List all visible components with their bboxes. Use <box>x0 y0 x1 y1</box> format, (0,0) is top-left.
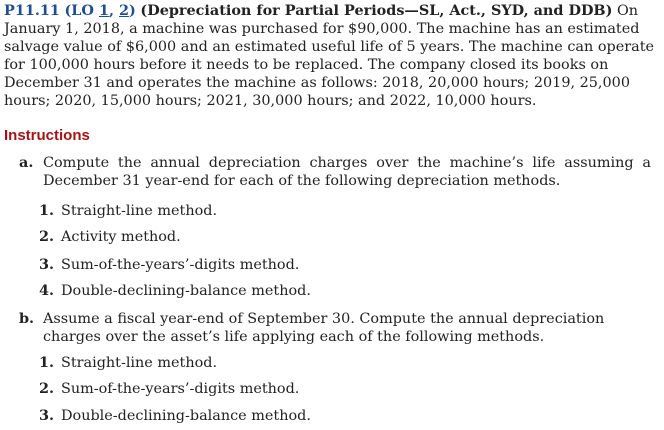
lo-prefix: (LO <box>64 2 99 19</box>
item-text: Straight-line method. <box>61 203 218 219</box>
part-a-item-3 <box>39 256 299 274</box>
part-b <box>19 310 651 346</box>
problem-body: On January 1, 2018, a machine was purchased for $90,000. The machine has an estimated salvage value of $6,000 and an estimated useful life of 5 years. The machine can operate for 100,000 hours before it needs to be replaced. The company closed its books on December 31 and operates the machine as follows: 2018, 20,000 hours; 2019, 25,000 hours; 2020, 15,000 hours; 2021, 30,000 hours; and 2022, 10,000 hours. <box>4 3 654 109</box>
item-text: Straight-line method. <box>61 355 218 371</box>
lo-2-link[interactable]: 2 <box>119 2 130 19</box>
part-b-item-3 <box>39 407 311 425</box>
part-a-item-2 <box>39 228 181 246</box>
instructions-heading: Instructions <box>4 127 90 144</box>
item-number: 2. <box>39 228 55 245</box>
lo-1-link[interactable]: 1 <box>98 2 109 19</box>
item-text: Activity method. <box>61 229 181 245</box>
item-number: 1. <box>39 202 55 219</box>
item-text: Double-declining-balance method. <box>61 283 311 299</box>
problem-code: P11.11 <box>4 2 60 19</box>
lo-suffix: ) <box>129 2 136 19</box>
item-text: Double-declining-balance method. <box>61 408 311 424</box>
item-text: Sum-of-the-years’-digits method. <box>61 381 300 397</box>
item-number: 1. <box>39 354 55 371</box>
part-a <box>19 154 651 190</box>
item-number: 3. <box>39 256 55 273</box>
problem-statement <box>4 2 658 110</box>
part-b-text: Assume a fiscal year-end of September 30. Compute the annual depreciation charges over the asset’s life applying each of the following methods. <box>43 311 605 345</box>
part-b-item-1 <box>39 354 217 372</box>
item-number: 3. <box>39 407 55 424</box>
lo-separator: , <box>108 2 119 19</box>
item-number: 4. <box>39 282 55 299</box>
part-b-letter: b. <box>19 310 35 327</box>
problem-heading: (Depreciation for Partial Periods—SL, Act., SYD, and DDB) <box>140 2 613 19</box>
part-a-item-1 <box>39 202 217 220</box>
part-a-letter: a. <box>19 154 34 171</box>
part-b-item-2 <box>39 380 299 398</box>
part-a-item-4 <box>39 282 311 300</box>
part-a-text: Compute the annual depreciation charges over the machine’s life assuming a December 31 year-end for each of the following depreciation methods. <box>43 155 651 189</box>
item-number: 2. <box>39 380 55 397</box>
learning-objectives <box>64 2 135 19</box>
item-text: Sum-of-the-years’-digits method. <box>61 257 300 273</box>
